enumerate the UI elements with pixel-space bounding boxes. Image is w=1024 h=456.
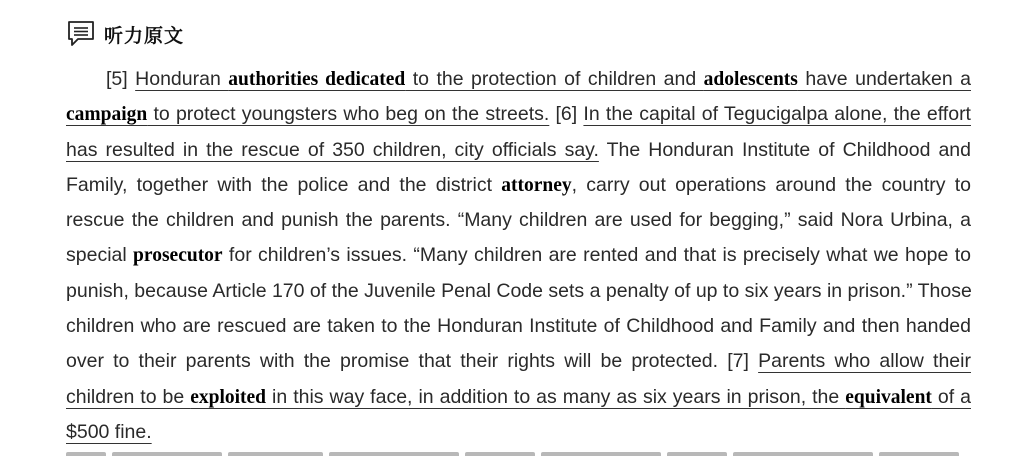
passage-line-10 xyxy=(66,380,971,415)
passage-line-6 xyxy=(66,238,971,273)
text-run: The Honduran Institute of Childhood and xyxy=(598,138,971,161)
vocab-attorney: attorney xyxy=(501,174,572,196)
vocab-prosecutor: prosecutor xyxy=(133,245,223,267)
text-run: , carry out operations around the country to xyxy=(571,173,971,196)
text-run: Honduran xyxy=(135,68,229,90)
underlined-sentence-7-cont xyxy=(66,386,971,408)
underlined-sentence-6: In the capital of Tegucigalpa alone, the effort xyxy=(583,103,971,126)
text-run: of a xyxy=(931,385,971,408)
sentence-marker-6: [6] xyxy=(549,103,584,126)
passage-line-8: children who are rescued are taken to the Honduran Institute of Childhood and Family and then handed xyxy=(66,315,971,338)
vocab-equivalent: equivalent xyxy=(845,386,932,408)
underlined-sentence-7: Parents who allow their xyxy=(758,350,971,373)
text-run: to protect youngsters who beg on the streets. xyxy=(147,103,550,126)
underlined-sentence-5-end xyxy=(66,103,549,125)
vocab-campaign: campaign xyxy=(66,104,148,126)
vocab-authorities-dedicated: authorities dedicated xyxy=(228,69,406,90)
sentence-marker-5: [5] xyxy=(106,68,136,90)
text-run: special xyxy=(66,244,134,267)
passage-line-3 xyxy=(66,133,971,168)
text-run: children to be xyxy=(66,385,191,408)
passage-line-7: punish, because Article 170 of the Juvenile Penal Code sets a penalty of up to six years in prison.” Those xyxy=(66,279,972,302)
cut-off-next-line xyxy=(66,444,971,456)
underlined-sentence-7-end: $500 fine. xyxy=(66,420,152,443)
transcript-passage xyxy=(66,62,971,450)
underlined-sentence-6-end: has resulted in the rescue of 350 children, city officials say. xyxy=(66,138,599,161)
text-run: have undertaken a xyxy=(797,68,971,90)
passage-line-4 xyxy=(66,168,971,203)
text-run: Family, together with the police and the district xyxy=(66,173,502,196)
vocab-exploited: exploited xyxy=(190,386,267,408)
document-lines-icon xyxy=(66,19,96,49)
vocab-adolescents: adolescents xyxy=(703,69,798,90)
underlined-sentence-5 xyxy=(135,68,971,90)
section-heading xyxy=(66,18,184,50)
text-run: for children’s issues. “Many children are rented and that is precisely what we hope to xyxy=(222,244,971,267)
passage-line-2 xyxy=(66,97,971,132)
text-run: to the protection of children and xyxy=(405,68,704,90)
text-run: over to their parents with the promise that their rights will be protected. xyxy=(66,350,719,373)
page-title: 听力原文 xyxy=(104,24,185,47)
text-run: in this way face, in addition to as many as six years in prison, the xyxy=(266,385,846,408)
passage-line-5: rescue the children and punish the parents. “Many children are used for begging,” said Nora Urbina, a xyxy=(66,209,971,232)
passage-line-1 xyxy=(66,62,971,97)
sentence-marker-7: [7] xyxy=(718,350,759,373)
passage-line-9 xyxy=(66,344,971,379)
